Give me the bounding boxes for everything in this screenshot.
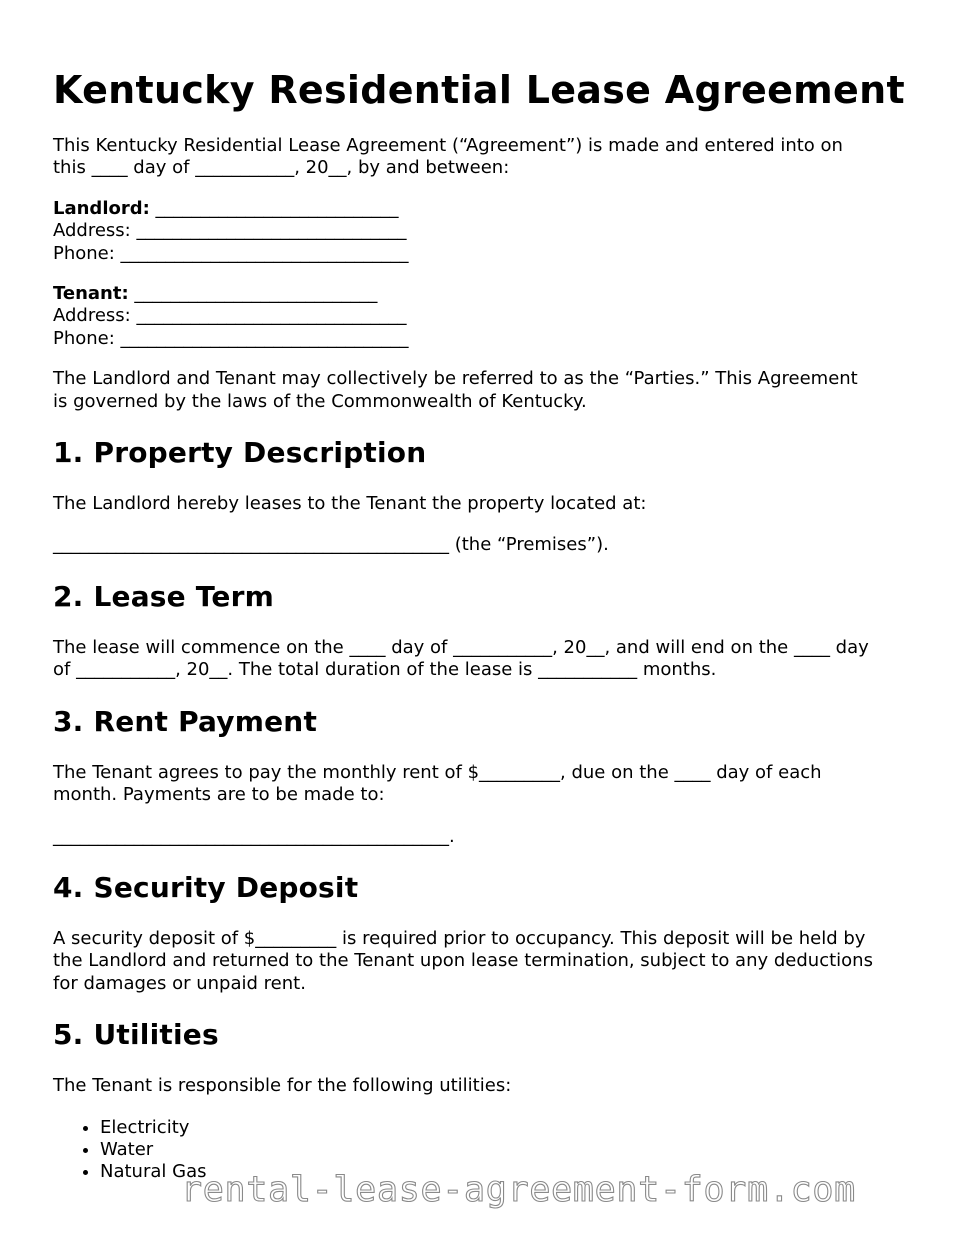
tenant-name-blank: ___________________________ <box>128 283 378 305</box>
rent-paragraph <box>53 762 913 807</box>
lease-term-line-1: The lease will commence on the ____ day of ___________, 20__, and will end on the ____ day <box>53 636 869 658</box>
deposit-line-2: the Landlord and returned to the Tenant upon lease termination, subject to any deductions <box>53 950 873 972</box>
payee-blank: ____________________________________________. <box>53 825 455 847</box>
deposit-line-3: for damages or unpaid rent. <box>53 972 306 994</box>
section-1-text: The Landlord hereby leases to the Tenant the property located at: <box>53 493 647 515</box>
section-4-heading: 4. Security Deposit <box>53 870 359 904</box>
landlord-phone: Phone: ________________________________ <box>53 242 409 264</box>
deposit-line-1: A security deposit of $_________ is required prior to occupancy. This deposit will be held by <box>53 927 866 949</box>
landlord-name-blank: ___________________________ <box>149 197 399 219</box>
section-5-text: The Tenant is responsible for the following utilities: <box>53 1075 512 1097</box>
landlord-block <box>53 198 913 265</box>
watermark: rental-lease-agreement-form.com <box>181 1170 856 1210</box>
section-1-heading: 1. Property Description <box>53 436 427 470</box>
intro-line-1: This Kentucky Residential Lease Agreement (“Agreement”) is made and entered into on <box>53 135 843 156</box>
landlord-line <box>53 198 913 220</box>
section-3-heading: 3. Rent Payment <box>53 704 318 738</box>
tenant-label: Tenant: <box>53 283 129 305</box>
section-2-heading: 2. Lease Term <box>53 579 274 613</box>
parties-paragraph <box>53 368 913 413</box>
tenant-line <box>53 283 913 305</box>
document-title: Kentucky Residential Lease Agreement <box>53 68 905 112</box>
list-item: • Natural Gas <box>100 1161 913 1183</box>
tenant-block <box>53 283 913 350</box>
list-item: • Water <box>100 1139 913 1161</box>
parties-line-2: is governed by the laws of the Commonwealth of Kentucky. <box>53 390 587 412</box>
rent-line-2: month. Payments are to be made to: <box>53 784 385 806</box>
document-page <box>53 62 913 1184</box>
tenant-phone: Phone: ________________________________ <box>53 327 409 349</box>
tenant-address: Address: ______________________________ <box>53 305 407 327</box>
landlord-address: Address: ______________________________ <box>53 220 407 242</box>
intro-paragraph <box>53 135 913 180</box>
intro-line-2: this ____ day of ___________, 20__, by and between: <box>53 157 510 179</box>
deposit-paragraph <box>53 928 913 995</box>
lease-term-paragraph <box>53 637 913 682</box>
rent-line-1: The Tenant agrees to pay the monthly rent of $_________, due on the ____ day of each <box>53 761 822 783</box>
list-item: • Electricity <box>100 1117 913 1139</box>
premises-blank: ____________________________________________ (the “Premises”). <box>53 534 609 556</box>
section-5-heading: 5. Utilities <box>53 1018 219 1052</box>
landlord-label: Landlord: <box>53 197 150 219</box>
parties-line-1: The Landlord and Tenant may collectively be referred to as the “Parties.” This Agreement <box>53 368 858 390</box>
lease-term-line-2: of ___________, 20__. The total duration of the lease is ___________ months. <box>53 659 717 681</box>
